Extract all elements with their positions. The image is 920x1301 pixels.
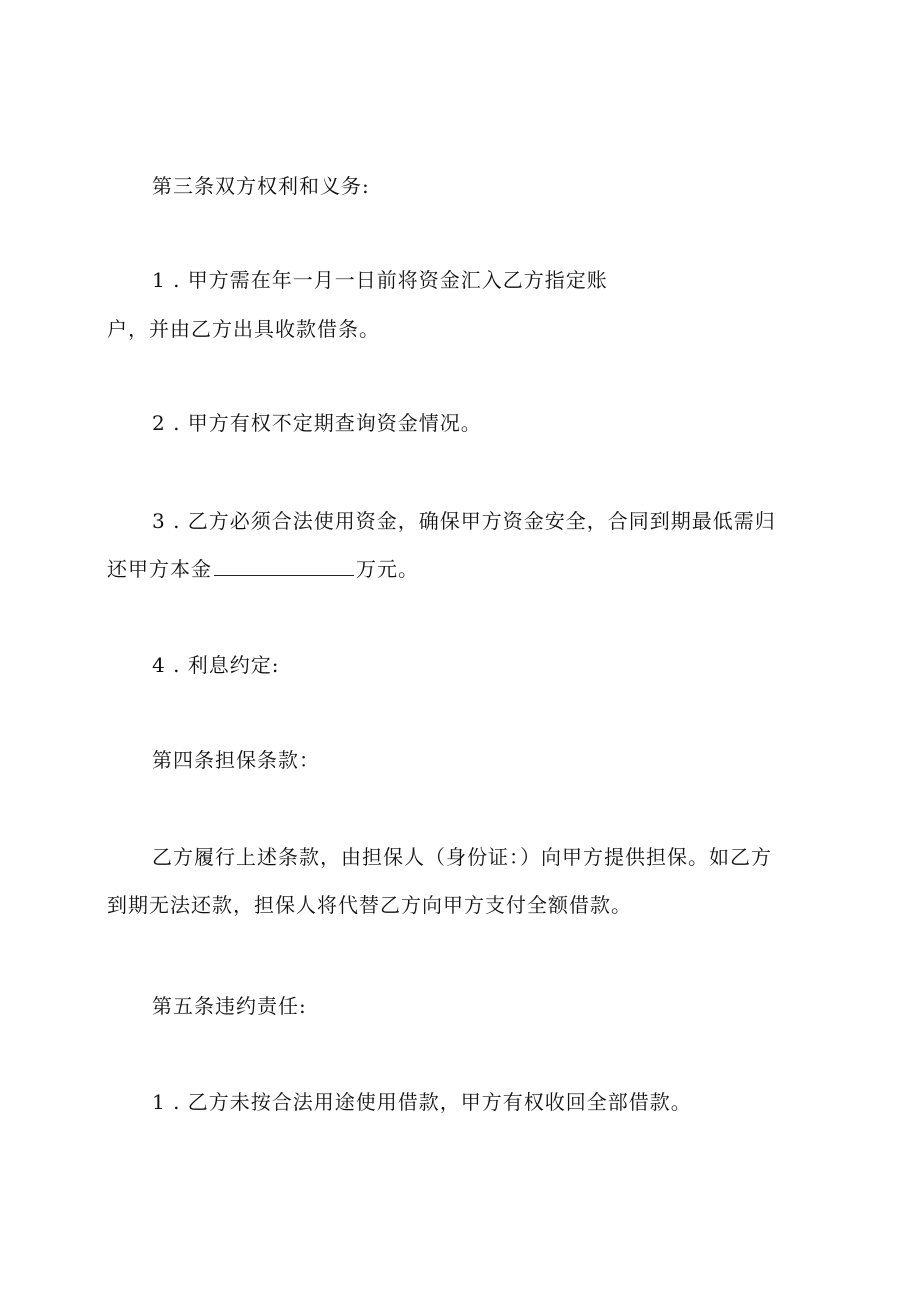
amount-blank-line xyxy=(214,557,354,576)
article-3-item-3-line-1: 3 . 乙方必须合法使用资金，确保甲方资金安全，合同到期最低需归 xyxy=(152,509,776,533)
article-3-item-3-line-2 xyxy=(107,557,419,581)
article-3-item-1-line-2: 户，并由乙方出具收款借条。 xyxy=(107,317,380,341)
article-3-heading: 第三条双方权利和义务: xyxy=(152,174,370,198)
article-4-paragraph-line-2: 到期无法还款，担保人将代替乙方向甲方支付全额借款。 xyxy=(107,893,632,917)
article-3-item-2: 2 . 甲方有权不定期查询资金情况。 xyxy=(152,411,482,435)
article-4-heading: 第四条担保条款： xyxy=(152,748,320,772)
article-3-item-1-line-1: 1 . 甲方需在年一月一日前将资金汇入乙方指定账 xyxy=(152,268,608,292)
article-5-item-1: 1 . 乙方未按合法用途使用借款，甲方有权收回全部借款。 xyxy=(152,1090,692,1114)
article-4-paragraph-line-1: 乙方履行上述条款，由担保人（身份证：）向甲方提供担保。如乙方 xyxy=(152,845,772,869)
article-3-item-3-text-after-blank: 万元。 xyxy=(356,557,419,581)
article-5-heading: 第五条违约责任: xyxy=(152,994,307,1018)
article-3-item-3-text-before-blank: 还甲方本金 xyxy=(107,557,212,581)
article-3-item-4: 4 . 利息约定: xyxy=(152,653,280,677)
